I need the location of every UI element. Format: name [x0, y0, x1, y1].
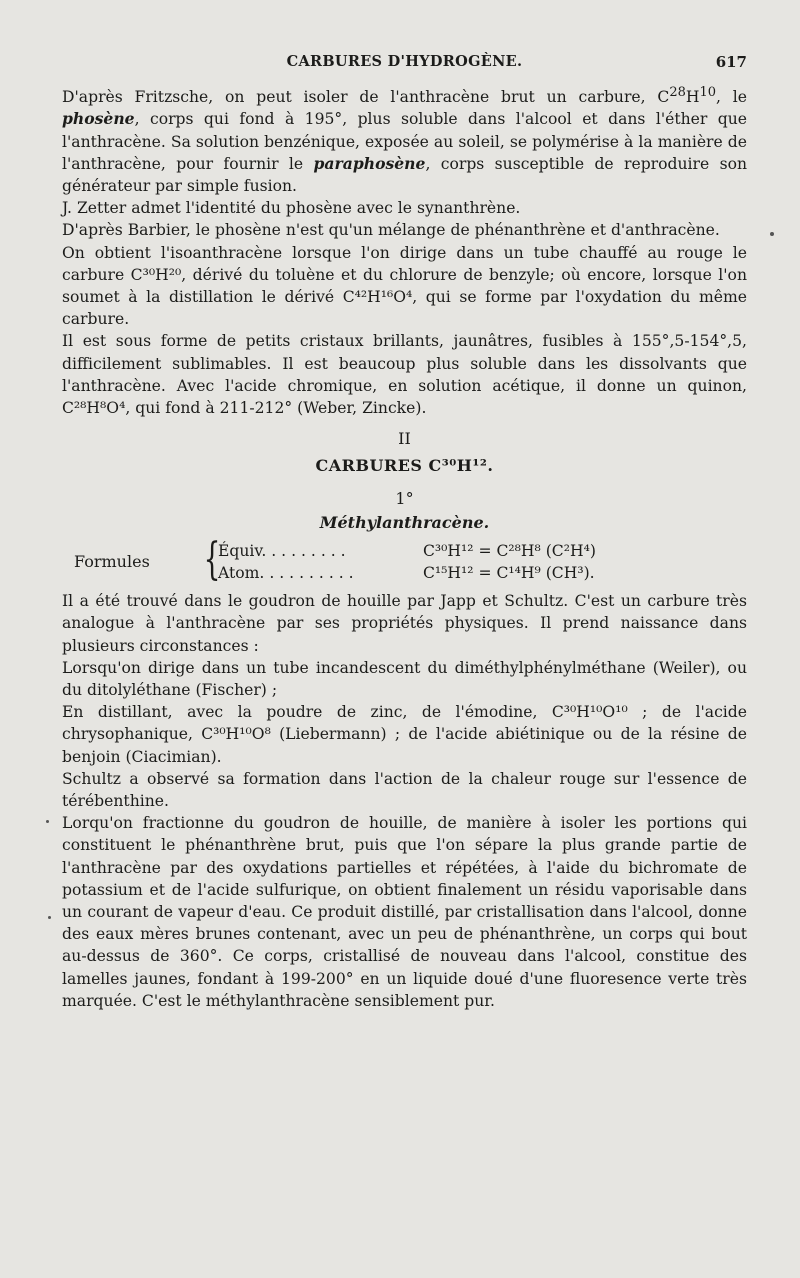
paragraph-tube: Lorsqu'on dirige dans un tube incandescent du diméthylphénylméthane (Weiler), ou du ditolyléthane (Fischer) ;: [62, 658, 747, 700]
scan-speck: [48, 916, 51, 919]
section-title: CARBURES C³⁰H¹².: [315, 456, 494, 476]
paragraph-zetter: J. Zetter admet l'identité du phosène avec le synanthrène.: [62, 199, 521, 218]
formulas-label: Formules: [74, 552, 150, 572]
scan-speck: [770, 232, 774, 236]
paragraph-terebenthine: Schultz a observé sa formation dans l'action de la chaleur rouge sur l'essence de térébenthine.: [62, 769, 747, 811]
brace-symbol: {: [203, 534, 221, 586]
paragraph-japp-schultz: Il a été trouvé dans le goudron de houille par Japp et Schultz. C'est un carbure très analogue à l'anthracène par ses propriétés physiques. Il prend naissance dans plusieurs circonstances :: [62, 592, 747, 655]
paragraph-isoanthracene: On obtient l'isoanthracène lorsque l'on dirige dans un tube chauffé au rouge le carbure C³⁰H²⁰, dérivé du toluène et du chlorure de benzyle; où encore, lorsque l'on soumet à la distillation le dérivé C⁴²H¹⁶O⁴, qui se forme par l'oxydation du même carbure.: [62, 243, 747, 329]
formula-value: C³⁰H¹² = C²⁸H⁸ (C²H⁴): [422, 542, 596, 561]
paragraph-distillation: En distillant, avec la poudre de zinc, de l'émodine, C³⁰H¹⁰O¹⁰ ; de l'acide chrysophanique, C³⁰H¹⁰O⁸ (Liebermann) ; de l'acide abiétinique ou de la résine de benjoin (Ciacimian).: [62, 703, 747, 766]
page-number: 617: [715, 53, 747, 71]
formula-row-atom: [218, 562, 595, 584]
formulas-block: [62, 534, 747, 588]
paragraph-fritzsche: D'après Fritzsche, on peut isoler de l'anthracène brut un carbure, $C^{28}H^{10}$, le phosène, corps qui fond à 195°, plus soluble dans l'alcool et dans l'éther que l'anthracène. Sa solution benzénique, exposée au soleil, se polymérise à la manière de l'anthracène, pour fournir le paraphosène, corps susceptible de reproduire son générateur par simple fusion.: [62, 85, 747, 195]
page-body: [62, 82, 747, 1012]
formula-value: C¹⁵H¹² = C¹⁴H⁹ (CH³).: [422, 564, 595, 583]
paragraph-fractionation: Lorqu'on fractionne du goudron de houille, de manière à isoler les portions qui constituent le phénanthrène brut, puis que l'on sépare la plus grande partie de l'anthracène par des oxydations partielles et répétées, à l'aide du bichromate de potassium et de l'acide sulfurique, on obtient finalement un résidu vaporisable dans un courant de vapeur d'eau. Ce produit distillé, par cristallisation dans l'alcool, donne des eaux mères brunes contenant, avec un peu de phénanthrène, un corps qui bout au-dessus de 360°. Ce corps, cristallisé de nouveau dans l'alcool, constitue des lamelles jaunes, fondant à 199-200° en un liquide doué d'une fluoresence verte très marquée. C'est le méthylanthracène sensiblement pur.: [62, 814, 747, 1010]
formula-name: Équiv. . . . . . . . .: [218, 542, 346, 561]
running-head: CARBURES D'HYDROGÈNE.: [286, 53, 523, 70]
paragraph-crystals: Il est sous forme de petits cristaux brillants, jaunâtres, fusibles à 155°,5-154°,5, difficilement sublimables. Il est beaucoup plus soluble dans les dissolvants que l'anthracène. Avec l'acide chromique, en solution acétique, il donne un quinon, C²⁸H⁸O⁴, qui fond à 211-212° (Weber, Zincke).: [62, 332, 747, 418]
subsection-ordinal: 1°: [395, 489, 414, 509]
subsection-title: Méthylanthracène.: [319, 513, 490, 533]
page-header: [62, 53, 747, 77]
formula-row-equiv: [218, 540, 596, 562]
formula-name: Atom. . . . . . . . . .: [218, 564, 354, 583]
scan-speck: [46, 820, 49, 823]
section-roman-numeral: II: [398, 429, 411, 449]
paragraph-barbier: D'après Barbier, le phosène n'est qu'un mélange de phénanthrène et d'anthracène.: [62, 221, 720, 240]
